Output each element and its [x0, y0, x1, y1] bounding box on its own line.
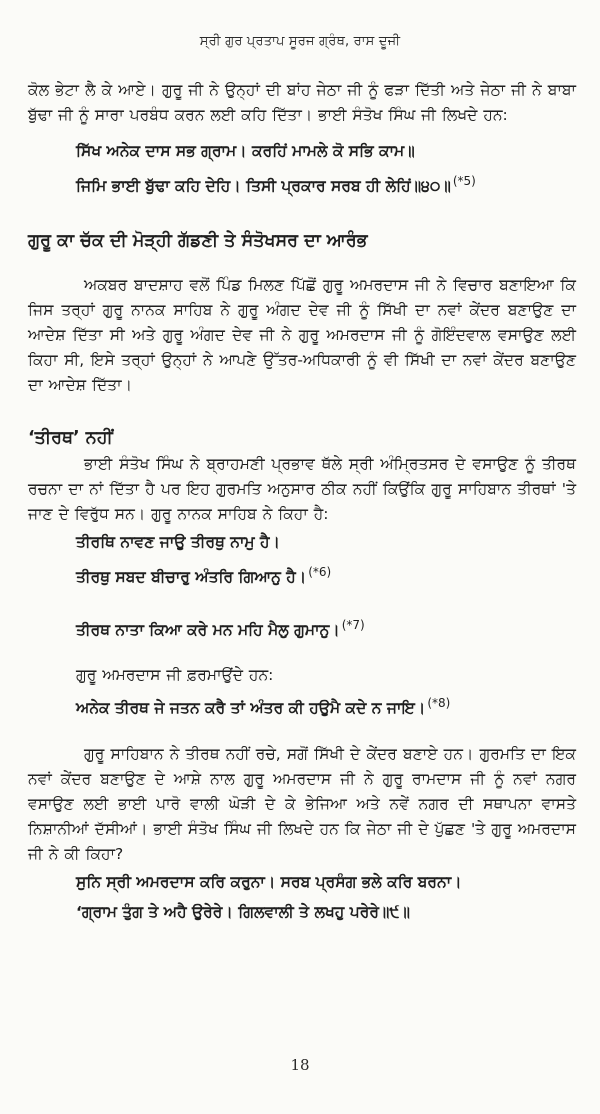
body-paragraph: ਭਾਈ ਸੰਤੋਖ ਸਿੰਘ ਨੇ ਬ੍ਰਾਹਮਣੀ ਪ੍ਰਭਾਵ ਥੱਲੇ ਸ੍ਰੀ ਅੰਮ੍ਰਿਤਸਰ ਦੇ ਵਸਾਉਣ ਨੂੰ ਤੀਰਥ ਰਚਨਾ ਦਾ ਨਾਂ ਦਿੱਤਾ ਹੈ ਪਰ ਇਹ ਗੁਰਮਤਿ ਅਨੁਸਾਰ ਠੀਕ ਨਹੀਂ ਕਿਉਂਕਿ ਗੁਰੂ ਸਾਹਿਬਾਨ ਤੀਰਥਾਂ 'ਤੇ ਜਾਣ ਦੇ ਵਿਰੁੱਧ ਸਨ। ਗੁਰੂ ਨਾਨਕ ਸਾਹਿਬ ਨੇ ਕਿਹਾ ਹੈ:: [28, 455, 576, 524]
section-heading: ਗੁਰੂ ਕਾ ਚੱਕ ਦੀ ਮੋੜ੍ਹੀ ਗੱਡਣੀ ਤੇ ਸੰਤੋਖਸਰ ਦਾ ਆਰੰਭ: [28, 231, 368, 252]
verse-line: ਸਿੱਖ ਅਨੇਕ ਦਾਸ ਸਭ ਗ੍ਰਾਮ। ਕਰਹਿਂ ਮਾਮਲੇ ਕੋ ਸਭਿ ਕਾਮ॥: [76, 142, 415, 160]
section-heading: ‘ਤੀਰਥ’ ਨਹੀਂ: [28, 428, 113, 449]
quote-intro: ਗੁਰੂ ਅਮਰਦਾਸ ਜੀ ਫ਼ਰਮਾਉਂਦੇ ਹਨ:: [76, 666, 274, 685]
body-paragraph: ਅਕਬਰ ਬਾਦਸ਼ਾਹ ਵਲੋਂ ਪਿੰਡ ਮਿਲਣ ਪਿੱਛੋਂ ਗੁਰੂ ਅਮਰਦਾਸ ਜੀ ਨੇ ਵਿਚਾਰ ਬਣਾਇਆ ਕਿ ਜਿਸ ਤਰ੍ਹਾਂ ਗੁਰੂ ਨਾਨਕ ਸਾਹਿਬ ਨੇ ਗੁਰੂ ਅੰਗਦ ਦੇਵ ਜੀ ਨੂੰ ਸਿੱਖੀ ਦਾ ਨਵਾਂ ਕੇਂਦਰ ਬਣਾਉਣ ਦਾ ਆਦੇਸ਼ ਦਿੱਤਾ ਸੀ ਅਤੇ ਗੁਰੂ ਅੰਗਦ ਦੇਵ ਜੀ ਨੇ ਗੁਰੂ ਅਮਰਦਾਸ ਜੀ ਨੂੰ ਗੋਇੰਦਵਾਲ ਵਸਾਉਣ ਲਈ ਕਿਹਾ ਸੀ, ਇਸੇ ਤਰ੍ਹਾਂ ਉਨ੍ਹਾਂ ਨੇ ਆਪਣੇ ਉੱਤਰ-ਅਧਿਕਾਰੀ ਨੂੰ ਵੀ ਸਿੱਖੀ ਦਾ ਨਵਾਂ ਕੇਂਦਰ ਬਣਾਉਣ ਦਾ ਆਦੇਸ਼ ਦਿੱਤਾ।: [28, 276, 576, 395]
page-number: 18: [290, 1056, 310, 1074]
verse-text: ਤੀਰਥੁ ਸਬਦ ਬੀਚਾਰੁ ਅੰਤਰਿ ਗਿਆਨੁ ਹੈ।: [76, 568, 307, 587]
footnote-reference: (*5): [452, 174, 476, 188]
verse-line: [28, 557, 576, 592]
verse-text: ਅਨੇਕ ਤੀਰਥ ਜੇ ਜਤਨ ਕਰੈ ਤਾਂ ਅੰਤਰ ਕੀ ਹਉਮੈ ਕਦੇ ਨ ਜਾਇ।: [76, 699, 426, 718]
verse-line: ਸੁਨਿ ਸ੍ਰੀ ਅਮਰਦਾਸ ਕਰਿ ਕਰੁਨਾ। ਸਰਬ ਪ੍ਰਸੰਗ ਭਲੇ ਕਰਿ ਬਰਨਾ।: [76, 872, 462, 891]
verse-text: ਜਿਮਿ ਭਾਈ ਬੁੱਢਾ ਕਹਿ ਦੇਹਿ। ਤਿਸੀ ਪ੍ਰਕਾਰ ਸਰਬ ਹੀ ਲੇਹਿਂ॥੪੦॥: [76, 177, 451, 196]
verse-line: ਤੀਰਥਿ ਨਾਵਣ ਜਾਉ ਤੀਰਥੁ ਨਾਮੁ ਹੈ।: [76, 533, 280, 552]
running-header: ਸ੍ਰੀ ਗੁਰ ਪ੍ਰਤਾਪ ਸੂਰਜ ਗ੍ਰੰਥ, ਰਾਸ ਦੂਜੀ: [199, 34, 401, 49]
footnote-reference: (*7): [341, 618, 365, 633]
page-content: [28, 78, 576, 927]
verse-text: ਤੀਰਥ ਨਾਤਾ ਕਿਆ ਕਰੇ ਮਨ ਮਹਿ ਮੈਲੁ ਗੁਮਾਨੁ।: [76, 621, 340, 640]
continuation-paragraph: ਕੋਲ ਭੇਟਾ ਲੈ ਕੇ ਆਏ। ਗੁਰੂ ਜੀ ਨੇ ਉਨ੍ਹਾਂ ਦੀ ਬਾਂਹ ਜੇਠਾ ਜੀ ਨੂੰ ਫੜਾ ਦਿੱਤੀ ਅਤੇ ਜੇਠਾ ਜੀ ਨੇ ਬਾਬਾ ਬੁੱਢਾ ਜੀ ਨੂੰ ਸਾਰਾ ਪਰਬੰਧ ਕਰਨ ਲਈ ਕਹਿ ਦਿੱਤਾ। ਭਾਈ ਸੰਤੋਖ ਸਿੰਘ ਜੀ ਲਿਖਦੇ ਹਨ:: [28, 81, 576, 124]
verse-line: ‘ਗ੍ਰਾਮ ਤੁੰਗ ਤੇ ਅਹੈ ਉਰੇਰੇ। ਗਿਲਵਾਲੀ ਤੇ ਲਖਹੁ ਪਰੇਰੇ॥੯॥: [76, 902, 410, 921]
footnote-reference: (*8): [427, 696, 451, 711]
verse-line: [28, 688, 576, 723]
verse-line: [28, 610, 576, 645]
body-paragraph: ਗੁਰੂ ਸਾਹਿਬਾਨ ਨੇ ਤੀਰਥ ਨਹੀਂ ਰਚੇ, ਸਗੋਂ ਸਿੱਖੀ ਦੇ ਕੇਂਦਰ ਬਣਾਏ ਹਨ। ਗੁਰਮਤਿ ਦਾ ਇਕ ਨਵਾਂ ਕੇਂਦਰ ਬਣਾਉਣ ਦੇ ਆਸ਼ੇ ਨਾਲ ਗੁਰੂ ਅਮਰਦਾਸ ਜੀ ਨੇ ਗੁਰੂ ਰਾਮਦਾਸ ਜੀ ਨੂੰ ਨਵਾਂ ਨਗਰ ਵਸਾਉਣ ਲਈ ਭਾਈ ਪਾਰੋ ਵਾਲੀ ਘੋੜੀ ਦੇ ਕੇ ਭੇਜਿਆ ਅਤੇ ਨਵੇਂ ਨਗਰ ਦੀ ਸਥਾਪਨਾ ਵਾਸਤੇ ਨਿਸ਼ਾਨੀਆਂ ਦੱਸੀਆਂ। ਭਾਈ ਸੰਤੋਖ ਸਿੰਘ ਜੀ ਲਿਖਦੇ ਹਨ ਕਿ ਜੇਠਾ ਜੀ ਦੇ ਪੁੱਛਣ 'ਤੇ ਗੁਰੂ ਅਮਰਦਾਸ ਜੀ ਨੇ ਕੀ ਕਿਹਾ?: [28, 744, 576, 863]
footnote-reference: (*6): [308, 565, 332, 580]
verse-line: [28, 166, 576, 201]
